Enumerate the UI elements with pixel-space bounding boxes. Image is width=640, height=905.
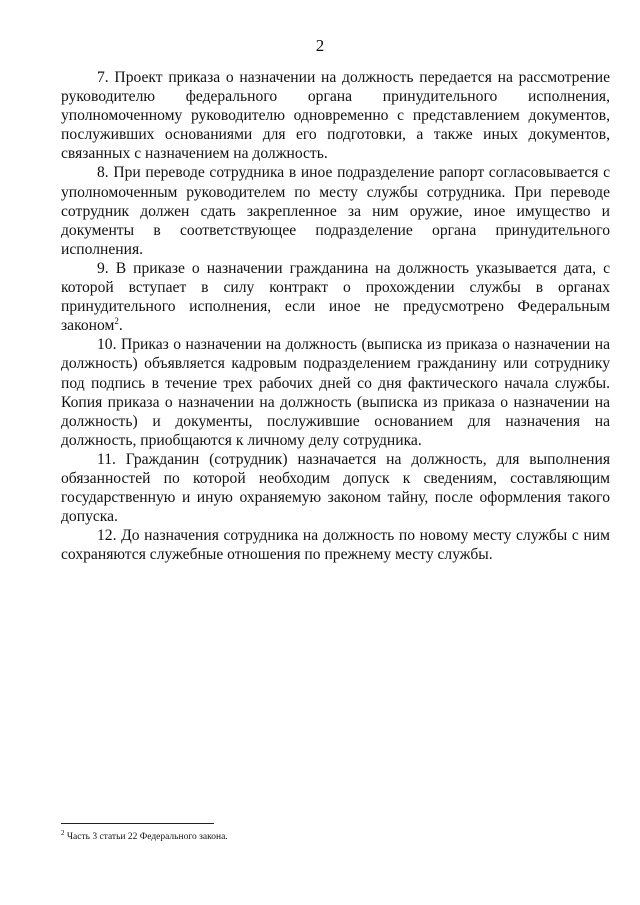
paragraph-8-text: 8. При переводе сотрудника в иное подразделение рапорт согласовывается с уполномоченным руководителем по месту службы сотрудника. При переводе сотрудник должен сдать закрепленное за ним оружие, иное имущество и документы в соответствующее подразделение органа принудительного исполнения. xyxy=(61,164,610,258)
footnote xyxy=(61,828,610,843)
paragraph-10-text: 10. Приказ о назначении на должность (выписка из приказа о назначении на должность) объявляется кадровым подразделением гражданину или сотруднику под подпись в течение трех рабочих дней со дня фактического начала службы. Копия приказа о назначении на должность (выписка из приказа о назначении на должность) и документы, послужившие основанием для назначения на должность, приобщаются к личному делу сотрудника. xyxy=(61,336,610,449)
footnote-text: Часть 3 статьи 22 Федерального закона. xyxy=(64,832,228,842)
paragraph-12 xyxy=(61,526,610,564)
paragraph-11 xyxy=(61,450,610,526)
footnote-reference[interactable]: 2 xyxy=(114,316,119,327)
footnote-divider xyxy=(61,823,214,824)
footnote-marker: 2 xyxy=(61,828,65,837)
page-number: 2 xyxy=(315,36,325,55)
paragraph-12-text: 12. До назначения сотрудника на должность по новому месту службы с ним сохраняются служебные отношения по прежнему месту службы. xyxy=(61,527,610,564)
paragraph-7 xyxy=(61,68,610,163)
paragraph-9: 9. В приказе о назначении гражданина на должность указывается дата, с которой вступает в силу контракт о прохождении службы в органах принудительного исполнения, если иное не предусмотрено Федеральным законом$^2$. xyxy=(61,259,610,335)
paragraph-8 xyxy=(61,163,610,258)
paragraph-11-text: 11. Гражданин (сотрудник) назначается на должность, для выполнения обязанностей по которой необходим допуск к сведениям, составляющим государственную и иную охраняемую законом тайну, после оформления такого допуска. xyxy=(61,450,610,526)
document-body xyxy=(61,68,610,564)
paragraph-10 xyxy=(61,335,610,450)
paragraph-7-text: 7. Проект приказа о назначении на должность передается на рассмотрение руководителю федерального органа принудительного исполнения, уполномоченному руководителю одновременно с представлением документов, послуживших основаниями для его подготовки, а также иных документов, связанных с назначением на должность. xyxy=(61,69,610,163)
paragraph-9-text: 9. В приказе о назначении гражданина на должность указывается дата, с которой вступает в силу контракт о прохождении службы в органах принудительного исполнения, если иное не предусмотрено Федеральным законом xyxy=(61,259,610,335)
